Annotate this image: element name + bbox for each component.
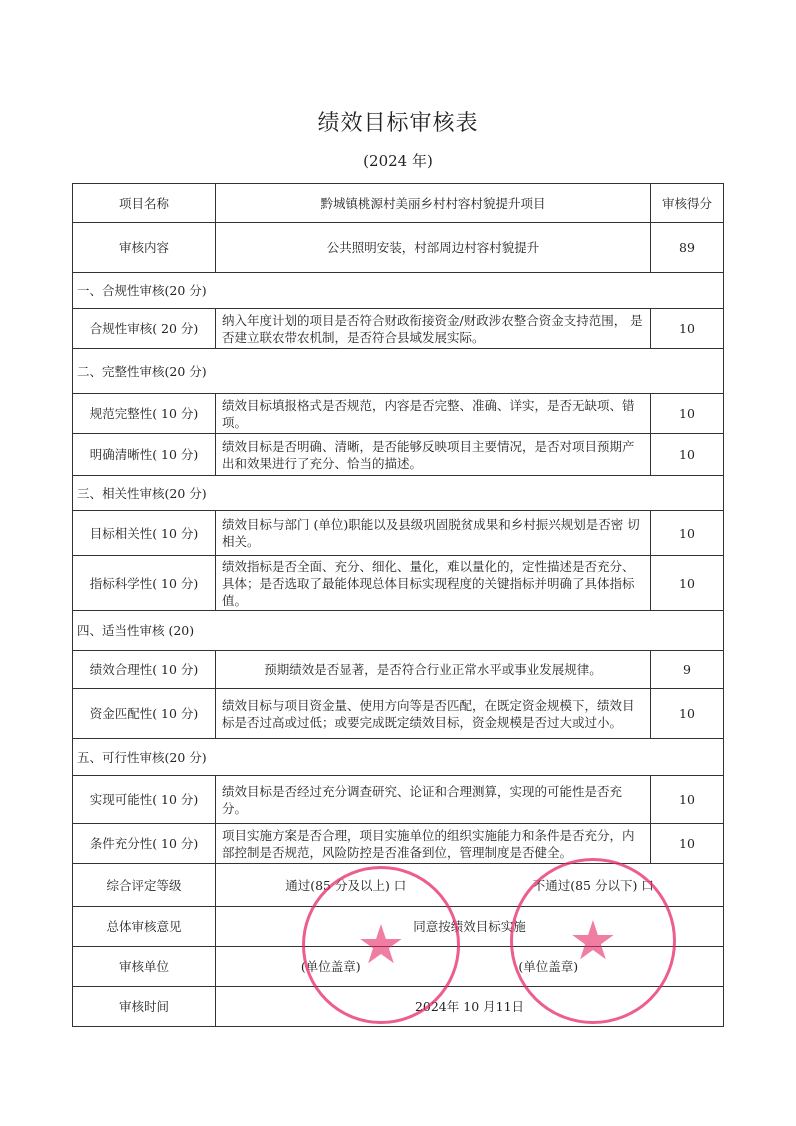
total-score: 89	[651, 223, 724, 273]
fail-option[interactable]: 不通过(85 分以下) 口	[532, 877, 654, 893]
year-label: (2024 年)	[363, 152, 433, 170]
section-title: 一、合规性审核(20 分)	[73, 273, 724, 309]
criterion-score: 10	[651, 776, 724, 824]
criterion-label: 明确清晰性( 10 分)	[73, 434, 216, 476]
time-label: 审核时间	[73, 987, 216, 1027]
criterion-label: 指标科学性( 10 分)	[73, 556, 216, 611]
criterion-desc: 绩效目标填报格式是否规范，内容是否完整、准确、详实，是否无缺项、错 项。	[216, 394, 651, 434]
criterion-score: 10	[651, 689, 724, 739]
content-value: 公共照明安装，村部周边村容村貌提升	[216, 223, 651, 273]
criterion-label: 规范完整性( 10 分)	[73, 394, 216, 434]
unit-stamp-left: (单位盖章)	[300, 959, 361, 974]
criterion-label: 绩效合理性( 10 分)	[73, 651, 216, 689]
criterion-score: 10	[651, 434, 724, 476]
criterion-desc: 预期绩效是否显著，是否符合行业正常水平或事业发展规律。	[216, 651, 651, 689]
table-row	[73, 824, 724, 864]
unit-label: 审核单位	[73, 947, 216, 987]
project-value: 黔城镇桃源村美丽乡村村容村貌提升项目	[216, 184, 651, 223]
table-row	[73, 556, 724, 611]
criterion-score: 9	[651, 651, 724, 689]
criterion-score: 10	[651, 556, 724, 611]
opinion-value: 同意按绩效目标实施	[216, 907, 724, 947]
criterion-desc: 绩效目标是否明确、清晰，是否能够反映项目主要情况，是否对项目预期产 出和效果进行了充分、恰当的描述。	[216, 434, 651, 476]
criterion-desc: 绩效目标与项目资金量、使用方向等是否匹配，在既定资金规模下，绩效目 标是否过高或过低；或要完成既定绩效目标，资金规模是否过大或过小。	[216, 689, 651, 739]
section-title: 五、可行性审核(20 分)	[73, 739, 724, 776]
criterion-desc: 纳入年度计划的项目是否符合财政衔接资金/财政涉农整合资金支持范围， 是否建立联农带农机制，是否符合县域发展实际。	[216, 309, 651, 349]
criterion-desc: 绩效目标与部门 (单位)职能以及县级巩固脱贫成果和乡村振兴规划是否密 切相关。	[216, 511, 651, 556]
pass-option[interactable]: 通过(85 分及以上) 口	[285, 877, 407, 893]
table-row	[73, 309, 724, 349]
content-label: 审核内容	[73, 223, 216, 273]
criterion-score: 10	[651, 824, 724, 864]
content-row	[73, 223, 724, 273]
time-row	[73, 987, 724, 1027]
rating-row	[73, 864, 724, 907]
criterion-label: 目标相关性( 10 分)	[73, 511, 216, 556]
score-label: 审核得分	[651, 184, 724, 223]
opinion-label: 总体审核意见	[73, 907, 216, 947]
criterion-desc: 绩效目标是否经过充分调查研究、论证和合理测算，实现的可能性是否充分。	[216, 776, 651, 824]
rating-label: 综合评定等级	[73, 864, 216, 907]
criterion-label: 资金匹配性( 10 分)	[73, 689, 216, 739]
time-value: 2024年 10 月11日	[216, 987, 724, 1027]
project-row	[73, 184, 724, 223]
criterion-label: 实现可能性( 10 分)	[73, 776, 216, 824]
criterion-score: 10	[651, 309, 724, 349]
section-title: 二、完整性审核(20 分)	[73, 349, 724, 394]
star-icon: ★	[356, 913, 406, 976]
criterion-desc: 项目实施方案是否合理，项目实施单位的组织实施能力和条件是否充分，内 部控制是否规范，风险防控是否准备到位，管理制度是否健全。	[216, 824, 651, 864]
section-title: 三、相关性审核(20 分)	[73, 476, 724, 511]
criterion-label: 合规性审核( 20 分)	[73, 309, 216, 349]
table-row	[73, 394, 724, 434]
project-label: 项目名称	[73, 184, 216, 223]
table-row	[73, 511, 724, 556]
unit-stamp-right: (单位盖章)	[518, 959, 579, 974]
criterion-score: 10	[651, 511, 724, 556]
opinion-row	[73, 907, 724, 947]
section-title: 四、适当性审核 (20)	[73, 611, 724, 651]
criterion-score: 10	[651, 394, 724, 434]
review-table	[72, 183, 724, 1027]
criterion-label: 条件充分性( 10 分)	[73, 824, 216, 864]
table-row	[73, 434, 724, 476]
unit-row	[73, 947, 724, 987]
star-icon: ★	[568, 909, 618, 972]
criterion-desc: 绩效指标是否全面、充分、细化、量化，难以量化的，定性描述是否充分、 具体；是否选取了最能体现总体目标实现程度的关键指标并明确了具体指标 值。	[216, 556, 651, 611]
table-row	[73, 776, 724, 824]
table-row	[73, 651, 724, 689]
table-row	[73, 689, 724, 739]
page-title: 绩效目标审核表	[317, 111, 479, 136]
